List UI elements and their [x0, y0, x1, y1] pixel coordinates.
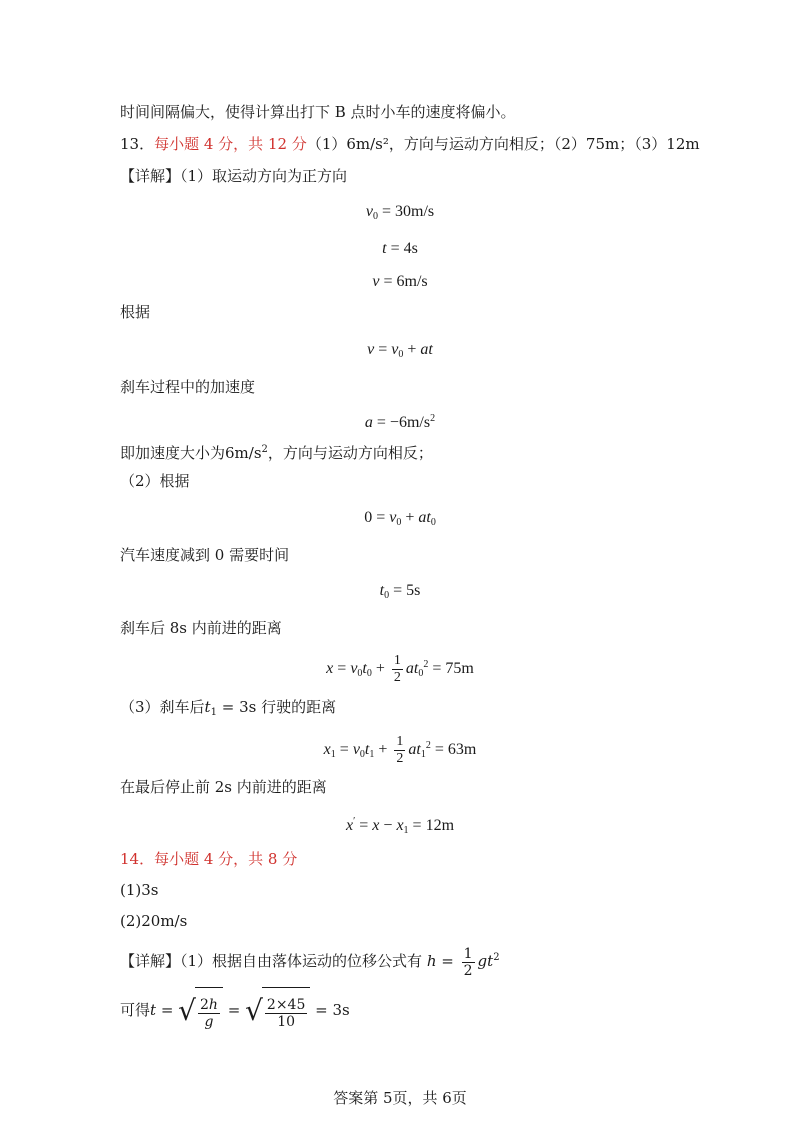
- text-line: 时间间隔偏大，使得计算出打下 B 点时小车的速度将偏小。: [120, 103, 516, 121]
- detail-tag: 【详解】: [120, 167, 181, 185]
- text-line: 汽车速度减到 0 需要时间: [120, 546, 290, 564]
- fraction: $\frac{1}{2}$: [396, 733, 404, 766]
- text-fragment: 可得: [120, 1001, 151, 1019]
- text-fragment: （3）刹车后: [120, 698, 205, 716]
- equation-value: = −6m/s: [376, 414, 431, 431]
- fraction: $\frac{2\times 45}{10}$: [266, 996, 306, 1030]
- equation-value: = 63m: [434, 741, 477, 758]
- question-13-header: [120, 134, 700, 154]
- equation-value: = 3s: [315, 1001, 350, 1019]
- equation-value: = 5s: [393, 582, 421, 599]
- text-fragment: 即加速度大小为6m/s: [120, 444, 262, 462]
- equation-value: = 75m: [432, 660, 474, 677]
- equation-a: $a = -6m/s^2$: [364, 413, 436, 431]
- answer-line: (1)3s: [120, 881, 159, 899]
- equation-zero: $0 = v_0 + at_0$: [364, 509, 436, 528]
- answer-summary: （1）6m/s²，方向与运动方向相反；（2）75m；（3）12m: [306, 135, 700, 153]
- text-fragment: = 3s 行驶的距离: [221, 698, 337, 716]
- sqrt-expression: √ $\frac{2h}{g}$: [178, 987, 223, 1035]
- detail-tag: 【详解】: [120, 952, 181, 970]
- equation-x1: $x_1 = v_0t_1$ + $\frac{1}{2}$ $at_1^2 = 63m$: [323, 733, 477, 766]
- equation-value: = 4s: [390, 240, 418, 257]
- equation-value: = 30m/s: [381, 203, 435, 220]
- page-footer: 答案第 5页，共 6页: [333, 1089, 467, 1107]
- result-line: 可得t = √ $\frac{2h}{g}$ = √ $\frac{2\times 45}{10}$ = 3s: [120, 987, 350, 1033]
- text-fragment: ，方向与运动方向相反；: [267, 444, 433, 462]
- text-line: 刹车后 8s 内前进的距离: [120, 619, 282, 637]
- fraction: $\frac{1}{2}$: [463, 945, 473, 979]
- equation-value: = 12m: [412, 817, 455, 834]
- sqrt-expression: √ $\frac{2\times 45}{10}$: [245, 987, 310, 1035]
- question-number: 13．: [120, 135, 155, 153]
- equation-v: v = 6m/s: [372, 273, 428, 290]
- detail-text: （1）取运动方向为正方向: [180, 167, 348, 185]
- detail-line: [120, 166, 347, 186]
- text-line: （2）根据: [120, 472, 190, 490]
- text-line: （3）刹车后$t_1 = 3s$ 行驶的距离: [120, 698, 337, 718]
- detail-line: 【详解】（1）根据自由落体运动的位移公式有 h = $\frac{1}{2}$ $gt^2$: [120, 945, 500, 979]
- text-line: 即加速度大小为$6m/s^2$，方向与运动方向相反；: [120, 444, 433, 462]
- text-line: 刹车过程中的加速度: [120, 378, 256, 396]
- question-14-header: 14．每小题 4 分，共 8 分: [120, 850, 298, 868]
- text-line: 在最后停止前 2s 内前进的距离: [120, 778, 327, 796]
- answer-line: (2)20m/s: [120, 912, 188, 930]
- equation-value: = 6m/s: [383, 273, 428, 290]
- equation-x: $x = v_0t_0$ + $\frac{1}{2}$ $at_0^2 = 75m$: [326, 652, 474, 685]
- fraction: $\frac{2h}{g}$: [200, 996, 218, 1030]
- detail-text: （1）根据自由落体运动的位移公式有: [180, 952, 423, 970]
- equation-v0: $v_0 = 30m/s$: [365, 203, 435, 222]
- score-note: 每小题 4 分，共 12 分: [154, 135, 307, 153]
- equation-velocity: $v = v_0$ + at: [367, 341, 433, 360]
- text-line: 根据: [120, 303, 151, 321]
- fraction: $\frac{1}{2}$: [393, 652, 401, 685]
- equation-t: t = 4s: [382, 240, 418, 257]
- equation-t0: $t_0 = 5s$: [379, 582, 421, 601]
- equation-x-prime: $x' = x - x_1 = 12m$: [345, 816, 455, 836]
